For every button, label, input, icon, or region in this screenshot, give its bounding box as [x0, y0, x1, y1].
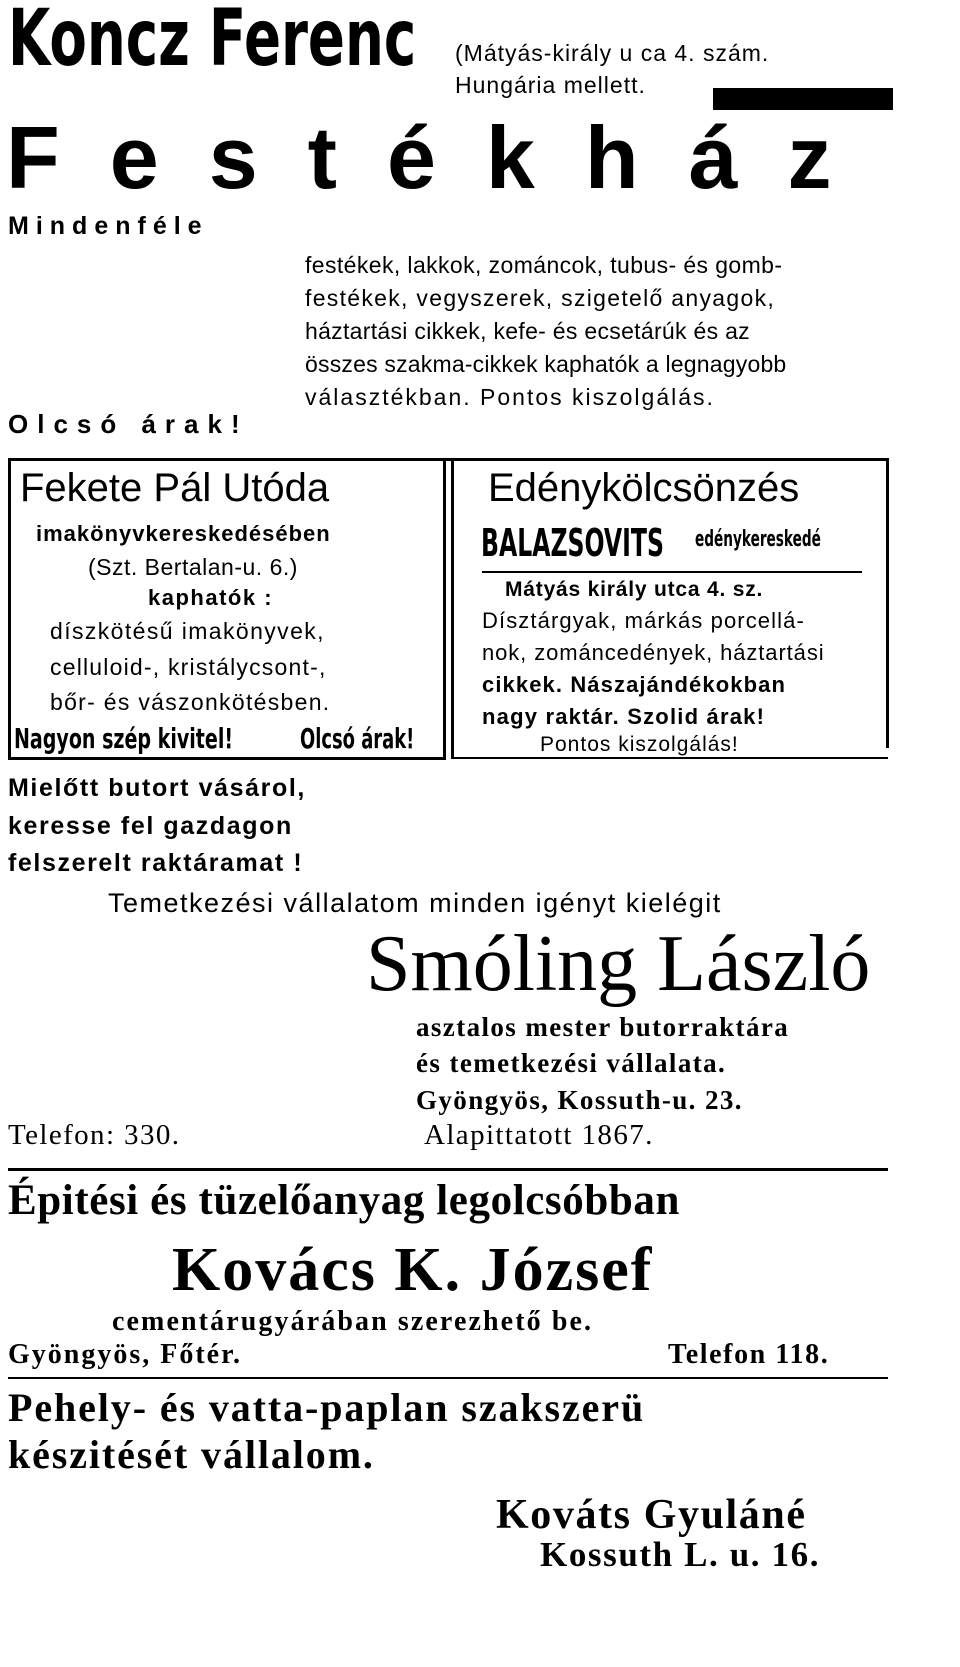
koncz-address-line2: Hungária mellett. — [455, 72, 646, 98]
furniture-line: keresse fel gazdagon — [8, 812, 293, 840]
section-rule — [8, 1168, 888, 1171]
black-bar — [713, 88, 893, 110]
fekete-footer-right: Olcsó árak! — [300, 722, 415, 755]
funeral-line: Temetkezési vállalatom minden igényt kielégit — [108, 888, 722, 918]
smoling-detail: Gyöngyös, Kossuth-u. 23. — [416, 1085, 743, 1115]
balazsovits-line: Pontos kiszolgálás! — [540, 733, 739, 756]
fekete-footer-left: Nagyon szép kivitel! — [14, 722, 234, 755]
koncz-ferenc-name: Koncz Ferenc — [8, 0, 417, 84]
koncz-cheap-prices: Olcsó árak! — [8, 409, 249, 439]
kovats-headline: Pehely- és vatta-paplan szakszerü — [8, 1385, 646, 1430]
smoling-detail: asztalos mester butorraktára — [416, 1012, 790, 1042]
box-left-border — [8, 458, 11, 758]
smoling-detail: Alapittatott 1867. — [424, 1119, 654, 1151]
box-bottom-rule — [451, 757, 888, 759]
fekete-line: imakönyvkereskedésében — [36, 521, 331, 546]
box-bottom-rule — [8, 757, 446, 760]
balazsovits-address: Mátyás király utca 4. sz. — [505, 578, 764, 601]
festekhaz-title: Festékház — [6, 108, 882, 207]
fekete-line: (Szt. Bertalan-u. 6.) — [88, 554, 298, 580]
balazsovits-underline — [482, 571, 862, 573]
balazsovits-line: nok, zománcedények, háztartási — [482, 640, 825, 665]
kovacs-location: Gyöngyös, Főtér. — [8, 1339, 242, 1370]
koncz-body-line: háztartási cikkek, kefe- és ecsetárúk és az — [305, 318, 750, 344]
box-right-border — [886, 458, 889, 748]
kovats-address: Kossuth L. u. 16. — [540, 1535, 821, 1574]
kovats-headline: készitését vállalom. — [8, 1432, 375, 1477]
box-divider — [451, 458, 454, 758]
furniture-line: felszerelt raktáramat ! — [8, 849, 304, 877]
koncz-body-line: összes szakma-cikkek kaphatók a legnagyobb — [305, 351, 787, 377]
koncz-body-line: választékban. Pontos kiszolgálás. — [305, 384, 715, 410]
balazsovits-line: nagy raktár. Szolid árak! — [482, 704, 766, 729]
balazsovits-name: BALAZSOVITS — [481, 521, 664, 565]
section-rule — [8, 1377, 888, 1379]
smoling-name: Smóling László — [366, 920, 871, 1008]
kovacs-phone: Telefon 118. — [668, 1339, 830, 1370]
kovats-name: Kováts Gyuláné — [496, 1492, 807, 1538]
fekete-line: kaphatók : — [148, 585, 274, 610]
balazsovits-line: Dísztárgyak, márkás porcellá- — [482, 608, 805, 633]
fekete-line: celluloid-, kristálycsont-, — [50, 654, 327, 680]
koncz-body-line: festékek, lakkok, zománcok, tubus- és gomb- — [305, 252, 783, 278]
kovacs-sub: cementárugyárában szerezhető be. — [112, 1306, 594, 1337]
fekete-line: bőr- és vászonkötésben. — [50, 689, 331, 715]
edenykolcsonzes-title: Edénykölcsönzés — [488, 466, 800, 510]
furniture-line: Mielőtt butort vásárol, — [8, 774, 306, 802]
kovacs-headline: Épitési és tüzelőanyag legolcsóbban — [8, 1177, 681, 1224]
box-top-rule — [8, 458, 888, 461]
kovacs-name: Kovács K. József — [172, 1236, 654, 1304]
box-divider — [443, 458, 446, 758]
mindenfele-label: Mindenféle — [8, 212, 209, 240]
fekete-pal-title: Fekete Pál Utóda — [20, 466, 330, 510]
koncz-body-line: festékek, vegyszerek, szigetelő anyagok, — [305, 285, 776, 311]
smoling-phone: Telefon: 330. — [8, 1119, 181, 1151]
fekete-line: díszkötésű imakönyvek, — [50, 618, 325, 644]
balazsovits-line: cikkek. Nászajándékokban — [482, 672, 786, 697]
balazsovits-name-suffix: edénykereskedé — [695, 527, 821, 552]
koncz-address-line1: (Mátyás-király u ca 4. szám. — [455, 40, 770, 66]
smoling-detail: és temetkezési vállalata. — [416, 1048, 727, 1078]
